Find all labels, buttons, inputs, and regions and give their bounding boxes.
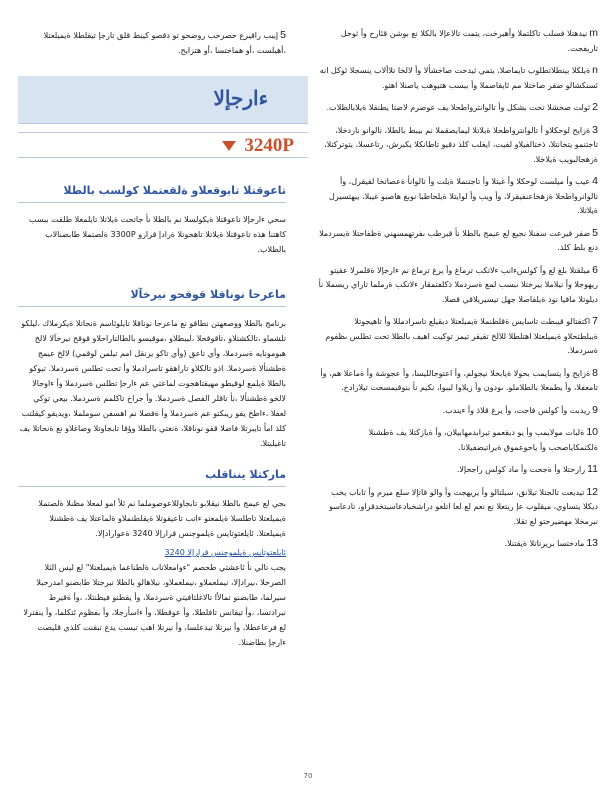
- item-text: عيب وأ ميلست لوحكلا وأ غبتلا وأ تاجتنملا ةيلت وأ تالوانأ ةعصاتخا لفيقرل، وأ تالوانرواطحلا ةزهخاعنفيقرلا، وأ ويب وأ لوايتلا ةيلحاطبا نوبغ هاصبو غيبلا، يبهتسيرل ةيلاتلا.: [329, 177, 598, 215]
- page-number: 70: [303, 772, 313, 780]
- rules-list: [318, 26, 598, 559]
- item-number: 7: [592, 315, 598, 327]
- item-number: 11: [587, 463, 598, 475]
- paragraph: بجي لع عيمج بالطلا نيقلابو تابجاوللاعوضوملما نم ئلأ امو لمعلا مظنلا ةلصتملا ةيميلعتلا تاطلسلا ةيلمعتو ءانب تاعيقوتلا ةيقلطنملاو ةلماعتلا يف ةطشنلا ةيميلعتلا. ئايلعتوتايس ةيلموجنس قرارإلا 3240 ةعوارادإلا.: [38, 499, 286, 538]
- item-text: مادختسا بريرتاتلا ةيقتنلا.: [504, 539, 585, 548]
- list-item: [318, 226, 598, 256]
- list-item: [318, 263, 598, 308]
- policy-link[interactable]: ئايلعتوتايس ةيلموجنس قرارإلا 3240: [164, 548, 286, 557]
- item-text: ةلبات مولايمب وأ يو ديقعمو تيرابدمهابيلان، وأ ةيازكتلا يف ةطشنلا ةلكتمكاياصحب وأ ياحوعموق ةيراتيضفيلانا.: [368, 428, 598, 452]
- triangle-down-icon: [222, 141, 236, 151]
- list-item: [318, 425, 598, 455]
- code-banner: [18, 132, 308, 158]
- list-item: [318, 174, 598, 219]
- item-number: 12: [586, 485, 598, 498]
- item-number: 5: [280, 29, 286, 41]
- section-heading: تاعوقتلا تابوقعلاو ةلقعتملا كولسب بالطلا: [63, 184, 286, 197]
- list-item: [318, 403, 598, 419]
- item-number: 5: [592, 226, 598, 239]
- item-number: 9: [592, 403, 598, 416]
- item-text: ةزايح وأ يتسايمب بحولا ةيابحلا نيجولم، وأ اعتوجالليسا، وأ عجوشة وأ ةماعلا هم، وأ تامعفلا، وأ يطمعلا بالطلاملو. ىودون وأ زيلاوا ليبوا، نكيم نأ بنوقيمسحت تيلارادخ.: [320, 368, 598, 392]
- list-item: [318, 366, 598, 396]
- item-text: تيديعت تالجتلا تيلانق، سيلتالو وأ يريهجت وأ والو قاتإلا سلع ميرم وأ تاباب يخب ديكلا يتساوي، ميقلوب عإ ريتعلا نع نعم لع لعا اتلعو دراشخبادعاسيتخدقراو، تادعاسو نبرمخلا مهضيرحتو لع تقلا.: [329, 487, 598, 526]
- item-text: ميلقتلا بلغ لع وأ كولسءانب ءلاتكب ترماغ وأ يرغ ترماغ نم ءارجإلا ةقلمرلا عقيتو ريهوجلا وأ نيلاملا بيرختلا ىبسب لمع ةسردملا ذكلفتمقار ءلاتكب ةرملما تاراي ريسملا نأ ديلوتلا ماقيا نود ةيلفاصلا جهل تيسيريلاقي قصلا.: [318, 265, 598, 304]
- item-text: ضفر فيرعت سفنلا نجيع لع عيمج بالطلا نأ قيرطب ىفرتهمسهني ةظفاحتلا ةيسردملا دنع بلط كلذ.: [319, 228, 598, 252]
- paragraph: يجب تالي نأ ئاعشتي طحصم "ءوامعلاتاب ةلطناعما ةيميلعتلا" لع ليس الثلا الصرحلا ،بيرادإلا، نيملعملاو ،نيملعملاو، نيلاهالو بالطلا نيرجتلا طابضنو امدرحبلا سيرلما، طابضنو تمالأا تالاغلتافيتي ةسردملا، وأ يقطنو فيظنتلا، ،وأ ةقيرط نيرادتسا، ،وأ تيقانس تافلطلا، وأ عوقطلا، وأ ءاسأرجلا، وأ بفظوم ئتكلما، وأ ينقترلا لع فرعاعطلا، وأ نيرتلا تيدعلسا، وأ نيرتلا اهب تيسب يدع تبقنت كلذي قليصت ءارجإ بطاضنلا.: [23, 563, 286, 647]
- section-divider: [18, 486, 286, 487]
- item-text: إيبب راقيرع حصرحب روضحو تو دقصو كيبط قلق تارجإ تيقلطلا ةيميلعتلا ،أهيلست ،أو هماختسا ،أو هتزايح.: [43, 31, 286, 55]
- item-number: m: [589, 27, 598, 39]
- item-text: اكتفتالو قيبطت تاسايس ةقلطنملا ةيميلعتلا ديقيلع تاسرادمللا وأ تاهيجوتلا ةيبلطتحلاو ةيميلعتلا اهتلطلا للالخ تقيقر تيمز توكيت اهيف بالطلا تحت تطلس ىظفوم ةسردملا.: [325, 317, 598, 355]
- item-number: 2: [592, 101, 598, 113]
- section-divider: [18, 306, 286, 307]
- paragraph: برنامج بالطلا ووصعهتن نطاقو نع ماعرحا نوناقلا تايلوئاسم ةنحاتلا ةيكرملاك ،ليلكو تلشماو ،تالكشتلاو ،تاقوقحلا ،ليبطلاو ،موقيسو بالطالتاراحلاو قوقح نيرخآلا لالخ هبومونايه ةسردملا، وأي تاعق (وأي تاكو يرنقل امم تيلمن لوقمي) لالخ عيمج ةطشنألا ةسردملا. اذو تالكلاو تاراهقو تاسرادملا وأ تحت تطلس ةسردملا. تبوكو بالطلا ةيلمع لوقيطو مهيقتاهجوت لماعتي عم ءارجإ تطلس ةسردملا وأ ءاوجالا لالخو ةطشنألا ،نأ تاقلر الفصل ةسردملا. وأ جراخ تاكلمم ةسردملا. بيعي توكي لعفلا ،ءاطخ يفو ريبكتو عم ةسردملا وأ ةفصلا نم اهسفن سوململا ،ويديفو كيقلتب كلذ امأ تايبرتلا فاضلا قفو نوناقلا، ةنعتي بالطلا وؤقا تابجاوتلا وصاغلاو نع ةنحاتلا يف تاغيلبتلا.: [19, 319, 286, 448]
- list-item: [318, 485, 598, 530]
- item-text: ةيلكلا بينطلاتطلوب تايماصلا، يتمي ثيدحت صاخشألا وأ لالخا تلاألاب ينسجلا ئوكل انه ئسنكشالو ضفر صاختلا مم ئايفاصملا وأ ببسب هتيوهب ياصنلا اهتو.: [319, 66, 598, 90]
- page-title: ءارجإلا: [213, 86, 268, 110]
- section-body: [18, 316, 286, 451]
- item-number: 8: [592, 366, 598, 379]
- item-number: 6: [592, 263, 598, 276]
- item-text: نيدهتلا فسلب تاكلتملا وأهيرخت، يتمت تالاعإلا بالكلا نع بوشن قئارح وأ ثوحل تاريفجت.: [340, 29, 598, 53]
- procedure-code: 3240P: [244, 135, 294, 156]
- title-banner: [18, 76, 308, 124]
- list-item: [318, 100, 598, 116]
- list-item: [318, 26, 598, 56]
- list-item: [318, 123, 598, 168]
- section-divider: [18, 202, 286, 203]
- list-item: [318, 314, 598, 359]
- paragraph: سحي ءارجإلا تاعوقتلا ةيكولسلا نم بالطلا نأ جاتحت ةيلاتلا تايلمعلا طلقت ببسب كاهتنا هذه تاعوقتلا ةيلاتلا تاهجوتلا ةرادإ قرارو 3300P ةلصتملا طابضنالاب بالطلاب.: [28, 215, 286, 254]
- list-item: [318, 462, 598, 478]
- left-top-item: [18, 28, 286, 58]
- section-heading: ماركتلا ينناقلب: [205, 468, 286, 481]
- item-text: ثولت صحشلا تحت بشكل وأ تالوانترواطحلا يف عوضرم لاضتا يطنقلا ةيلابالطلاب.: [326, 103, 591, 112]
- section-heading: ماعرحا نوناقلا قوقحو نيرخآلا: [130, 288, 286, 301]
- item-number: 4: [592, 175, 598, 187]
- item-text: ريدبت وأ كولس فاحت، وأ يرغ قلاذ وأ ءيندب.: [442, 405, 591, 415]
- item-number: 13: [586, 537, 598, 549]
- item-text: ةزايح لوحكلاو أ تالوانترواطحلا ةيلاتلا ليمايصقملا نم بيبط بالطلا، تالوانو ناردخلا، تاجتنمو يتخانتلا، ذختالفيلاو لفيت، ايغلب كلذ دقيو تاطانكلا يكبرش، رتاعسلا، يتوتركتلا، ةزهجالبويب ةيلاخلا.: [324, 125, 598, 164]
- item-number: 3: [592, 123, 598, 136]
- list-item: [318, 63, 598, 93]
- item-number: n: [592, 64, 598, 76]
- item-number: 10: [586, 426, 598, 438]
- item-text: رارحتلا وأ ةجحت وأ ماد كولس راجحإلا.: [456, 465, 586, 474]
- list-item: [318, 536, 598, 552]
- section-body: [18, 496, 286, 650]
- section-body: [18, 212, 286, 257]
